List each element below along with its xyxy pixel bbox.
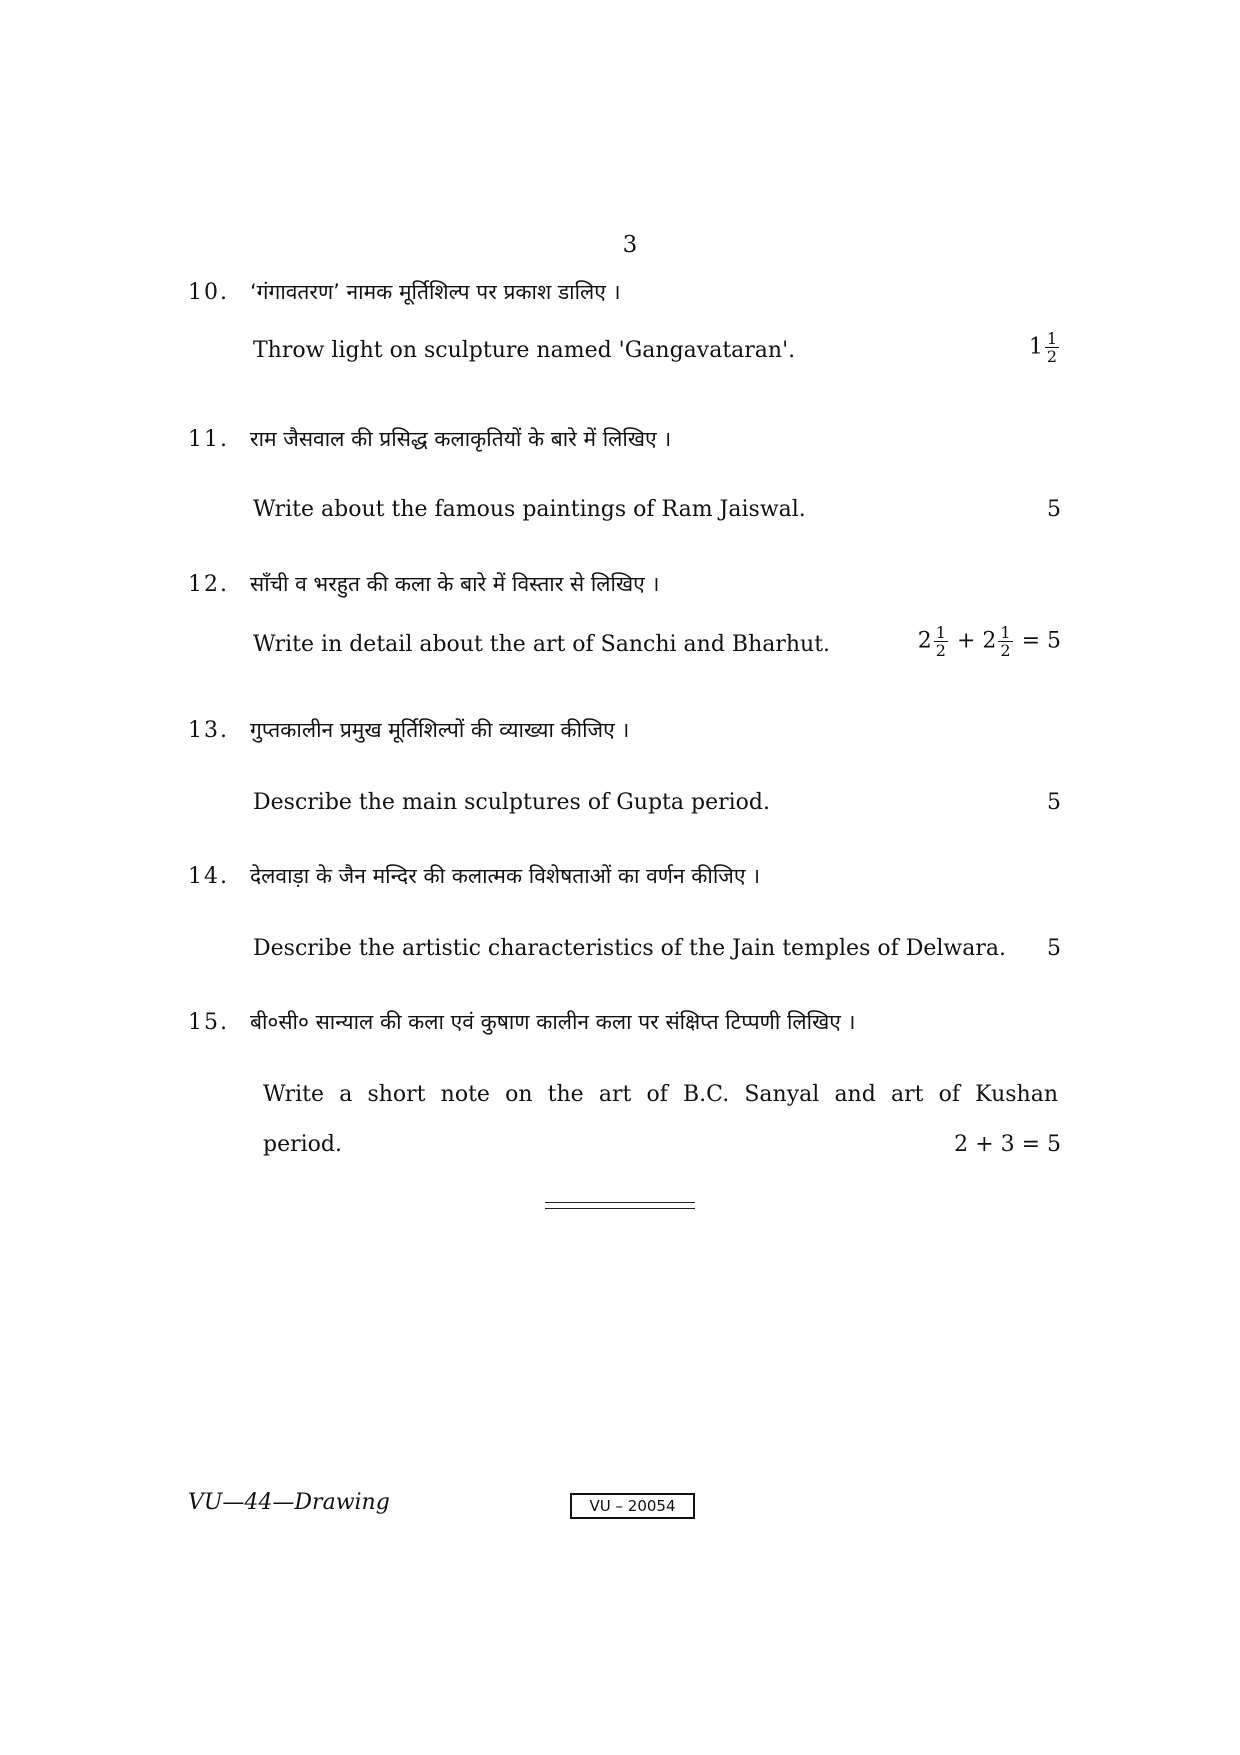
- question-english: Throw light on sculpture named 'Gangavataran'.: [253, 338, 796, 363]
- question-hindi: बी०सी० सान्याल की कला एवं कुषाण कालीन कला पर संक्षिप्त टिप्पणी लिखिए ।: [250, 1010, 856, 1034]
- question-marks: 5: [1047, 790, 1061, 815]
- question-english: Describe the main sculptures of Gupta period.: [253, 790, 770, 815]
- question-number: 12.: [188, 572, 229, 597]
- end-divider: [545, 1202, 695, 1209]
- question-hindi: ‘गंगावतरण’ नामक मूर्तिशिल्प पर प्रकाश डालिए ।: [250, 280, 621, 304]
- question-hindi: गुप्तकालीन प्रमुख मूर्तिशिल्पों की व्याख्या कीजिए ।: [250, 718, 630, 742]
- question-number: 13.: [188, 718, 229, 743]
- question-number: 14.: [188, 864, 229, 889]
- question-marks: [1029, 330, 1061, 365]
- question-marks: 5: [1047, 497, 1061, 522]
- marks-whole: 1: [1028, 334, 1043, 360]
- footer-paper-code: VU – 20054: [570, 1493, 695, 1519]
- question-english-line-2: period.: [263, 1132, 342, 1157]
- question-hindi: राम जैसवाल की प्रसिद्ध कलाकृतियों के बारे में लिखिए ।: [250, 427, 672, 451]
- question-hindi: साँची व भरहुत की कला के बारे में विस्तार से लिखिए ।: [250, 572, 660, 596]
- question-english: Describe the artistic characteristics of the Jain temples of Delwara.: [253, 936, 1007, 961]
- question-number: 10.: [188, 280, 229, 305]
- page-number: 3: [622, 232, 638, 258]
- marks-fraction: $\frac{1}{2}$: [935, 623, 946, 660]
- question-number: 15.: [188, 1010, 229, 1035]
- marks-fraction: $\frac{1}{2}$: [1046, 329, 1057, 366]
- marks-fraction: $\frac{1}{2}$: [1000, 623, 1011, 660]
- question-marks: 2 $\frac{1}{2}$ + 2 $\frac{1}{2}$ = 5: [917, 623, 1061, 660]
- footer-paper-name: VU—44—Drawing: [188, 1490, 390, 1515]
- question-hindi: देलवाड़ा के जैन मन्दिर की कलात्मक विशेषताओं का वर्णन कीजिए ।: [250, 864, 761, 888]
- question-english-line-1: Write a short note on the art of B.C. Sanyal and art of Kushan: [263, 1082, 1058, 1107]
- question-number: 11.: [188, 427, 229, 452]
- question-marks: 2 + 3 = 5: [954, 1132, 1061, 1157]
- question-english: Write in detail about the art of Sanchi and Bharhut.: [253, 632, 831, 657]
- question-english: Write about the famous paintings of Ram Jaiswal.: [253, 497, 806, 522]
- question-marks: 5: [1047, 936, 1061, 961]
